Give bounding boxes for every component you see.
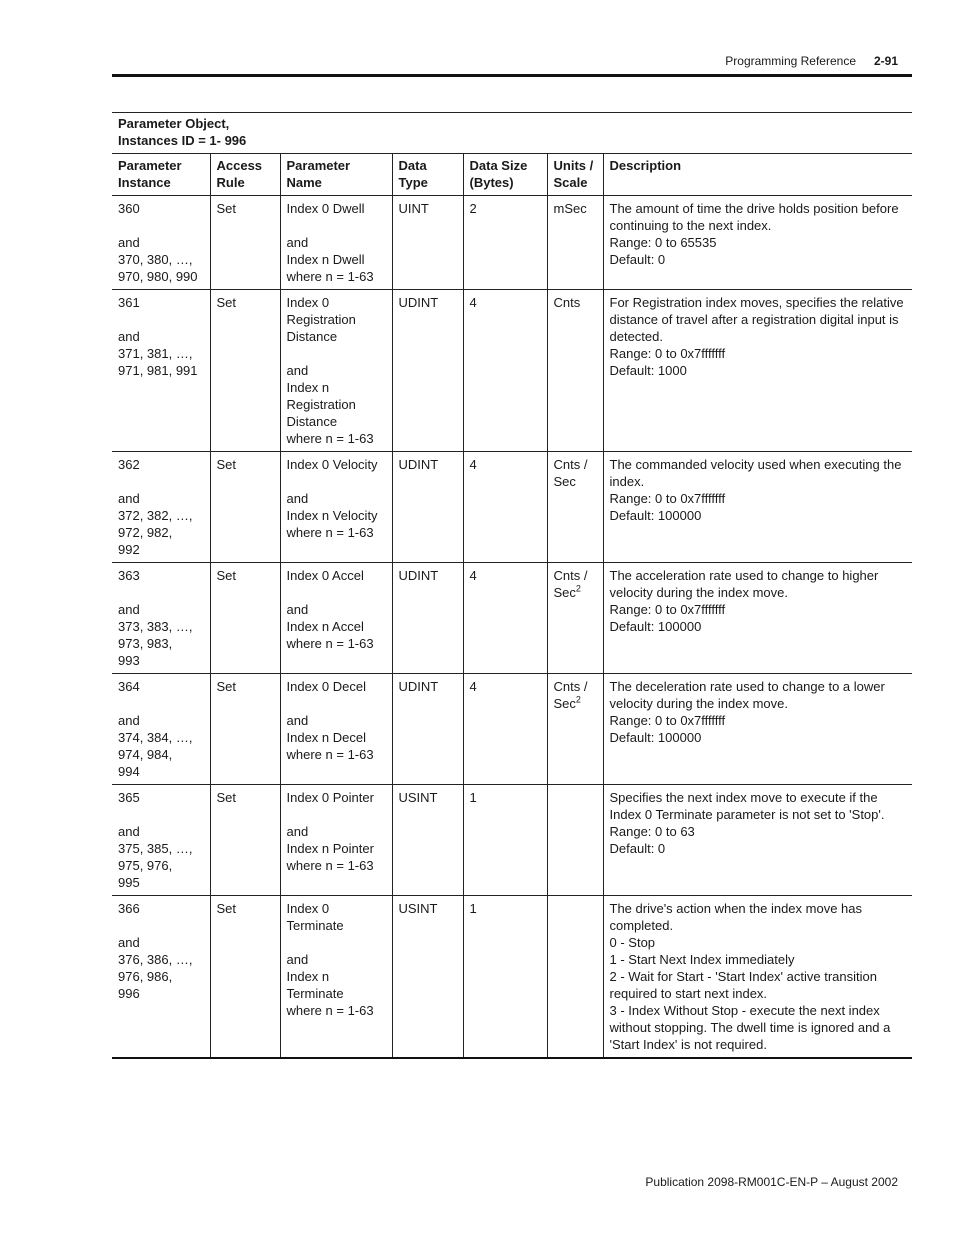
instance-line: 362 <box>118 457 140 472</box>
description-line: The commanded velocity used when executing the index. <box>609 457 906 489</box>
parameter-object-table <box>112 112 912 1059</box>
data-type-cell <box>392 674 463 785</box>
instance-cell <box>112 452 210 563</box>
parameter-name-line: and <box>286 713 309 728</box>
page-number: 2-91 <box>873 54 898 68</box>
column-header <box>463 154 547 196</box>
instance-line: 372, 382, …, <box>118 508 193 523</box>
parameter-name-line: Distance <box>286 329 338 344</box>
table-row <box>112 896 912 1059</box>
data-type-cell <box>392 785 463 896</box>
description-cell <box>603 674 912 785</box>
instance-line: 370, 380, …, <box>118 252 193 267</box>
instance-line: 374, 384, …, <box>118 730 193 745</box>
data-size-cell <box>463 196 547 290</box>
description-line: 0 - Stop <box>609 935 656 950</box>
parameter-name-line: Index 0 Decel <box>286 679 366 694</box>
instance-line: 361 <box>118 295 140 310</box>
access-rule-cell <box>210 785 280 896</box>
description-line: The drive's action when the index move has completed. <box>609 901 866 933</box>
table-row <box>112 563 912 674</box>
access-rule-cell-text: Set <box>216 295 237 310</box>
description-line: Default: 100000 <box>609 508 702 523</box>
data-size-cell-text: 4 <box>469 679 477 694</box>
line-spacer <box>287 217 387 234</box>
parameter-name-cell <box>280 785 392 896</box>
instance-line: 371, 381, …, <box>118 346 193 361</box>
data-size-cell-text: 4 <box>469 457 477 472</box>
access-rule-cell <box>210 896 280 1059</box>
table-row <box>112 674 912 785</box>
data-type-cell-text: USINT <box>398 790 438 805</box>
instance-line: 972, 982, <box>118 525 173 540</box>
instance-cell <box>112 785 210 896</box>
parameter-name-line: Index 0 Pointer <box>286 790 374 805</box>
header-rule <box>112 74 912 77</box>
units-cell <box>547 196 603 290</box>
units-exponent: 2 <box>575 694 581 705</box>
description-line: The amount of time the drive holds position before continuing to the next index. <box>609 201 903 233</box>
data-size-cell-text: 1 <box>469 901 477 916</box>
access-rule-cell-text: Set <box>216 790 237 805</box>
description-line: The deceleration rate used to change to a lower velocity during the index move. <box>609 679 889 711</box>
units-cell <box>547 452 603 563</box>
parameter-table-container <box>112 112 912 1059</box>
data-size-cell <box>463 896 547 1059</box>
instance-cell <box>112 896 210 1059</box>
parameter-name-line: where n = 1-63 <box>286 858 374 873</box>
line-spacer <box>118 584 205 601</box>
access-rule-cell-text: Set <box>216 901 237 916</box>
instance-line: 373, 383, …, <box>118 619 193 634</box>
instance-cell <box>112 290 210 452</box>
units-text: Cnts / Sec <box>553 457 592 489</box>
units-cell <box>547 290 603 452</box>
data-type-cell <box>392 290 463 452</box>
instance-line: 364 <box>118 679 140 694</box>
parameter-name-line: Index n Pointer <box>286 841 374 856</box>
column-header-line: Parameter <box>286 158 351 173</box>
description-line: Default: 100000 <box>609 619 702 634</box>
access-rule-cell-text: Set <box>216 679 237 694</box>
publication-footer: Publication 2098-RM001C-EN-P – August 2002 <box>645 1175 898 1189</box>
table-caption-line: Instances ID = 1- 996 <box>118 133 247 148</box>
parameter-name-line: where n = 1-63 <box>286 431 374 446</box>
access-rule-cell <box>210 452 280 563</box>
parameter-name-line: Index 0 Accel <box>286 568 364 583</box>
instance-line: 360 <box>118 201 140 216</box>
line-spacer <box>118 311 205 328</box>
parameter-name-line: Index n Terminate <box>286 969 344 1001</box>
line-spacer <box>118 217 205 234</box>
table-row <box>112 785 912 896</box>
column-header-line: Instance <box>118 175 171 190</box>
instance-line: 994 <box>118 764 140 779</box>
line-spacer <box>287 584 387 601</box>
column-header <box>210 154 280 196</box>
column-header-line: Data Size <box>469 158 528 173</box>
description-cell <box>603 785 912 896</box>
instance-line: 970, 980, 990 <box>118 269 198 284</box>
data-type-cell <box>392 563 463 674</box>
description-cell <box>603 452 912 563</box>
parameter-name-line: Index n Velocity <box>286 508 378 523</box>
page-header <box>112 50 912 72</box>
data-type-cell-text: UINT <box>398 201 429 216</box>
description-line: 3 - Index Without Stop - execute the next index without stopping. The dwell time is ignored and a 'Start Index' is not required. <box>609 1003 894 1052</box>
description-cell <box>603 196 912 290</box>
units-cell <box>547 674 603 785</box>
units-text <box>554 900 598 917</box>
table-caption <box>112 113 912 154</box>
table-header-row <box>112 154 912 196</box>
parameter-name-line: Index n Decel <box>286 730 366 745</box>
data-type-cell-text: USINT <box>398 901 438 916</box>
description-cell <box>603 896 912 1059</box>
description-line: Specifies the next index move to execute if the Index 0 Terminate parameter is not set to 'Stop'. <box>609 790 885 822</box>
data-size-cell <box>463 674 547 785</box>
access-rule-cell <box>210 196 280 290</box>
instance-cell <box>112 674 210 785</box>
parameter-name-cell <box>280 290 392 452</box>
line-spacer <box>118 695 205 712</box>
column-header-line: (Bytes) <box>469 175 514 190</box>
data-type-cell <box>392 196 463 290</box>
instance-line: 993 <box>118 653 140 668</box>
table-caption-row <box>112 113 912 154</box>
parameter-name-line: where n = 1-63 <box>286 636 374 651</box>
data-size-cell-text: 1 <box>469 790 477 805</box>
table-row <box>112 452 912 563</box>
description-line: Range: 0 to 0x7fffffff <box>609 602 726 617</box>
table-row <box>112 290 912 452</box>
parameter-name-line: and <box>286 602 309 617</box>
instance-line: 974, 984, <box>118 747 173 762</box>
data-size-cell <box>463 785 547 896</box>
column-header <box>392 154 463 196</box>
instance-line: 971, 981, 991 <box>118 363 198 378</box>
units-text: Cnts / Sec <box>553 679 592 711</box>
instance-line: and <box>118 491 140 506</box>
instance-line: 363 <box>118 568 140 583</box>
parameter-name-line: and <box>286 363 309 378</box>
parameter-name-line: where n = 1-63 <box>286 747 374 762</box>
line-spacer <box>287 473 387 490</box>
parameter-name-line: and <box>286 491 309 506</box>
access-rule-cell <box>210 563 280 674</box>
column-header-line: Parameter <box>118 158 182 173</box>
column-header-line: Access <box>216 158 263 173</box>
description-line: Default: 100000 <box>609 730 702 745</box>
description-cell <box>603 290 912 452</box>
data-type-cell-text: UDINT <box>398 457 439 472</box>
column-header <box>280 154 392 196</box>
instance-line: 992 <box>118 542 140 557</box>
instance-line: 975, 976, <box>118 858 173 873</box>
description-line: The acceleration rate used to change to higher velocity during the index move. <box>609 568 882 600</box>
parameter-name-line: Index 0 <box>286 295 330 310</box>
data-size-cell <box>463 290 547 452</box>
line-spacer <box>287 695 387 712</box>
data-size-cell-text: 2 <box>469 201 477 216</box>
table-row <box>112 196 912 290</box>
column-header <box>112 154 210 196</box>
units-text: mSec <box>553 201 587 216</box>
instance-line: 376, 386, …, <box>118 952 193 967</box>
units-cell <box>547 563 603 674</box>
line-spacer <box>287 806 387 823</box>
instance-line: 996 <box>118 986 140 1001</box>
parameter-name-line: Index 0 Dwell <box>286 201 365 216</box>
units-exponent: 2 <box>575 583 581 594</box>
units-cell <box>547 785 603 896</box>
data-size-cell <box>463 563 547 674</box>
column-header <box>603 154 912 196</box>
units-text <box>554 789 598 806</box>
parameter-name-line: Index 0 Velocity <box>286 457 378 472</box>
description-line: Range: 0 to 0x7fffffff <box>609 713 726 728</box>
data-type-cell-text: UDINT <box>398 679 439 694</box>
description-line: For Registration index moves, specifies the relative distance of travel after a registration digital input is detected. <box>609 295 908 344</box>
instance-line: and <box>118 329 140 344</box>
instance-line: 365 <box>118 790 140 805</box>
instance-line: 375, 385, …, <box>118 841 193 856</box>
parameter-name-cell <box>280 674 392 785</box>
description-line: Default: 0 <box>609 841 666 856</box>
parameter-name-line: where n = 1-63 <box>286 1003 374 1018</box>
access-rule-cell-text: Set <box>216 457 237 472</box>
instance-line: and <box>118 824 140 839</box>
parameter-name-line: Index n Accel <box>286 619 364 634</box>
instance-line: 976, 986, <box>118 969 173 984</box>
line-spacer <box>118 473 205 490</box>
units-text: Cnts / Sec <box>553 568 592 600</box>
table-caption-line: Parameter Object, <box>118 116 230 131</box>
instance-cell <box>112 196 210 290</box>
parameter-name-cell <box>280 196 392 290</box>
column-header-line: Scale <box>553 175 588 190</box>
section-title: Programming Reference <box>725 54 856 68</box>
description-line: Range: 0 to 0x7fffffff <box>609 346 726 361</box>
description-line: Default: 1000 <box>609 363 687 378</box>
parameter-name-line: and <box>286 824 309 839</box>
parameter-name-cell <box>280 563 392 674</box>
instance-line: and <box>118 235 140 250</box>
parameter-name-line: Index n <box>286 380 330 395</box>
parameter-name-line: Registration <box>286 312 356 327</box>
access-rule-cell <box>210 290 280 452</box>
line-spacer <box>118 806 205 823</box>
description-cell <box>603 563 912 674</box>
parameter-name-line: and <box>286 235 309 250</box>
parameter-name-line: Registration <box>286 397 356 412</box>
description-line: Range: 0 to 0x7fffffff <box>609 491 726 506</box>
line-spacer <box>118 917 205 934</box>
data-type-cell <box>392 452 463 563</box>
access-rule-cell-text: Set <box>216 568 237 583</box>
data-size-cell <box>463 452 547 563</box>
column-header-line: Data <box>398 158 427 173</box>
parameter-name-cell <box>280 896 392 1059</box>
line-spacer <box>287 934 387 951</box>
parameter-name-line: where n = 1-63 <box>286 525 374 540</box>
parameter-name-line: Distance <box>286 414 338 429</box>
description-line: Range: 0 to 65535 <box>609 235 717 250</box>
units-cell <box>547 896 603 1059</box>
parameter-name-line: and <box>286 952 309 967</box>
units-text: Cnts <box>553 295 581 310</box>
description-line: 1 - Start Next Index immediately <box>609 952 795 967</box>
parameter-name-line: Index n Dwell <box>286 252 365 267</box>
description-line: Default: 0 <box>609 252 666 267</box>
column-header <box>547 154 603 196</box>
instance-line: and <box>118 713 140 728</box>
data-type-cell-text: UDINT <box>398 295 439 310</box>
column-header-line: Type <box>398 175 428 190</box>
instance-line: and <box>118 935 140 950</box>
data-size-cell-text: 4 <box>469 568 477 583</box>
parameter-name-line: where n = 1-63 <box>286 269 374 284</box>
line-spacer <box>287 345 387 362</box>
instance-line: and <box>118 602 140 617</box>
table-body <box>112 196 912 1059</box>
data-type-cell-text: UDINT <box>398 568 439 583</box>
data-type-cell <box>392 896 463 1059</box>
description-line: 2 - Wait for Start - 'Start Index' active transition required to start next index. <box>609 969 881 1001</box>
access-rule-cell-text: Set <box>216 201 237 216</box>
instance-line: 995 <box>118 875 140 890</box>
column-header-line: Description <box>609 158 682 173</box>
instance-cell <box>112 563 210 674</box>
column-header-line: Units / <box>553 158 594 173</box>
parameter-name-cell <box>280 452 392 563</box>
instance-line: 973, 983, <box>118 636 173 651</box>
data-size-cell-text: 4 <box>469 295 477 310</box>
parameter-name-line: Index 0 Terminate <box>286 901 344 933</box>
column-header-line: Rule <box>216 175 245 190</box>
description-line: Range: 0 to 63 <box>609 824 695 839</box>
access-rule-cell <box>210 674 280 785</box>
instance-line: 366 <box>118 901 140 916</box>
column-header-line: Name <box>286 175 322 190</box>
